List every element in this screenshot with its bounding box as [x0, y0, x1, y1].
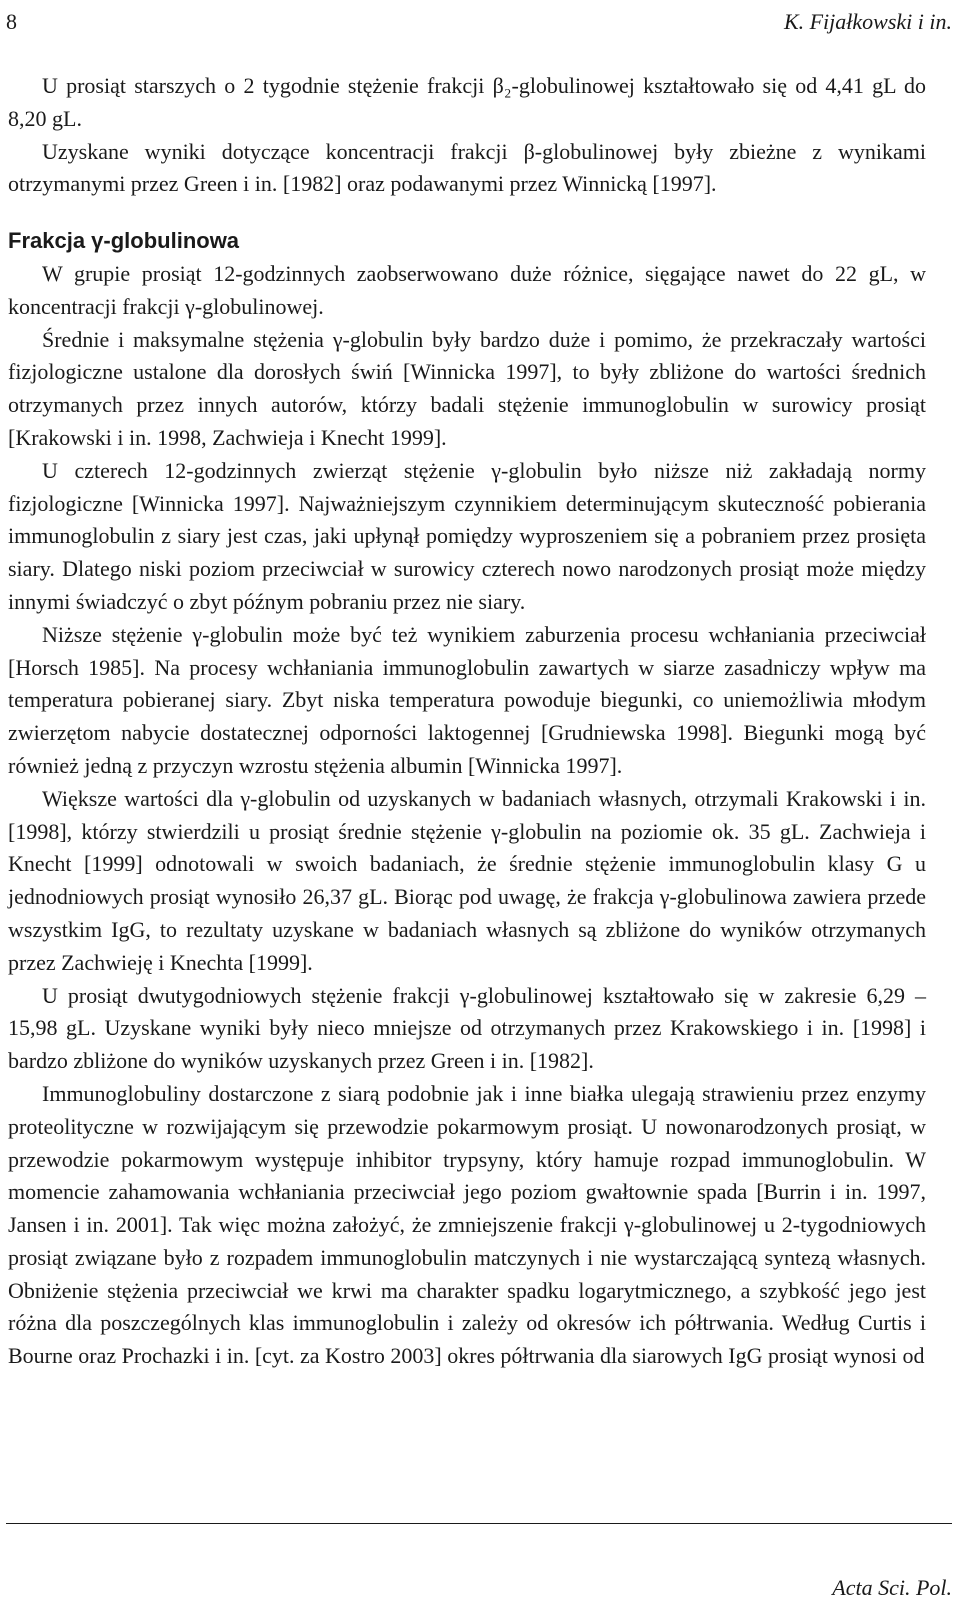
- paragraph-immunoglobulin-digestion: Immunoglobuliny dostarczone z siarą podobnie jak i inne białka ulegają strawieniu przez enzymy proteolityczne w rozwijającym się przewodzie pokarmowym prosiąt. U nowonarodzonych prosiąt, w przewodzie pokarmowym występuje inhibitor trypsyny, który hamuje rozpad immunoglobulin. W momencie zahamowania wchłaniania przeciwciał jego poziom gwałtownie spada [Burrin i in. 1997, Jansen i in. 2001]. Tak więc można założyć, że zmniejszenie frakcji γ-globulinowej u 2-tygodniowych prosiąt związane było z rozpadem immunoglobulin matczynych i nie wystarczającą syntezą własnych. Obniżenie stężenia przeciwciał we krwi ma charakter spadku logarytmicznego, a szybkość jego jest różna dla poszczególnych klas immunoglobulin i zależy od okresów ich półtrwania. Według Curtis i Bourne oraz Prochazki i in. [cyt. za Kostro 2003] okres półtrwania dla siarowych IgG prosiąt wynosi od: [8, 1080, 926, 1369]
- section-heading-gamma-globulin: Frakcja γ-globulinowa: [8, 228, 240, 254]
- footer-divider: [6, 1523, 952, 1524]
- paragraph-absorption-disturbance: Niższe stężenie γ-globulin może być też wynikiem zaburzenia procesu wchłaniania przeciwciał [Horsch 1985]. Na procesy wchłaniania immunoglobulin zawartych w siarze zasadniczy wpływ ma temperatura pobieranej siary. Zbyt niska temperatura powoduje biegunki, co uniemożliwia młodym zwierzętom nabycie dostatecznej odporności laktogennej [Grudniewska 1998]. Biegunki mogą być również jedną z przyczyn wzrostu stężenia albumin [Winnicka 1997].: [8, 621, 926, 778]
- paragraph-two-week-piglets: U prosiąt dwutygodniowych stężenie frakcji γ-globulinowej kształtowało się w zakresie 6,29 – 15,98 gL. Uzyskane wyniki były nieco mniejsze od otrzymanych przez Krakowskiego i in. [1998] i bardzo zbliżone do wyników uzyskanych przez Green i in. [1982].: [8, 982, 926, 1074]
- journal-footer: Acta Sci. Pol.: [832, 1575, 952, 1600]
- paragraph-mean-max-gamma: Średnie i maksymalne stężenia γ-globulin były bardzo duże i pomimo, że przekraczały wartości fizjologiczne ustalone dla dorosłych świń [Winnicka 1997], to były zbliżone do wartości średnich otrzymanych przez innych autorów, którzy badali stężenie immunoglobulin w surowicy prosiąt [Krakowski i in. 1998, Zachwieja i Knecht 1999].: [8, 326, 926, 450]
- page-number: 8: [6, 9, 17, 34]
- paragraph-beta-globulin-comparison: Uzyskane wyniki dotyczące koncentracji frakcji β-globulinowej były zbieżne z wynikami otrzymanymi przez Green i in. [1982] oraz podawanymi przez Winnicką [1997].: [8, 138, 926, 197]
- page-header: [6, 2, 952, 42]
- running-head: K. Fijałkowski i in.: [783, 9, 952, 34]
- paragraph-low-gamma-four-animals: U czterech 12-godzinnych zwierząt stężenie γ-globulin było niższe niż zakładają normy fizjologiczne [Winnicka 1997]. Najważniejszym czynnikiem determinującym skuteczność pobierania immunoglobulin z siary jest czas, jaki upłynął pomiędzy wyproszeniem się a pobraniem przez prosięta siary. Dlatego niski poziom przeciwciał w surowicy czterech nowo narodzonych prosiąt może między innymi świadczyć o zbyt późnym pobraniu przez nie siary.: [8, 457, 926, 614]
- article-body: [8, 70, 926, 1373]
- paragraph-higher-values-literature: Większe wartości dla γ-globulin od uzyskanych w badaniach własnych, otrzymali Krakowski i in. [1998], którzy stwierdzili u prosiąt średnie stężenie γ-globulin na poziomie ok. 35 gL. Zachwieja i Knecht [1999] odnotowali w swoich badaniach, że średnie stężenie immunoglobulin klasy G u jednodniowych prosiąt wynosiło 26,37 gL. Biorąc pod uwagę, że frakcja γ-globulinowa zawiera przede wszystkim IgG, to rezultaty uzyskane w badaniach własnych są zbliżone do wyników otrzymanych przez Zachwieję i Knechta [1999].: [8, 785, 926, 975]
- paragraph-beta2-globulin: U prosiąt starszych o 2 tygodnie stężenie frakcji β₂-globulinowej kształtowało się od 4,41 gL do 8,20 gL.: [8, 73, 926, 131]
- paragraph-12h-piglets: W grupie prosiąt 12-godzinnych zaobserwowano duże różnice, sięgające nawet do 22 gL, w koncentracji frakcji γ-globulinowej.: [8, 260, 926, 319]
